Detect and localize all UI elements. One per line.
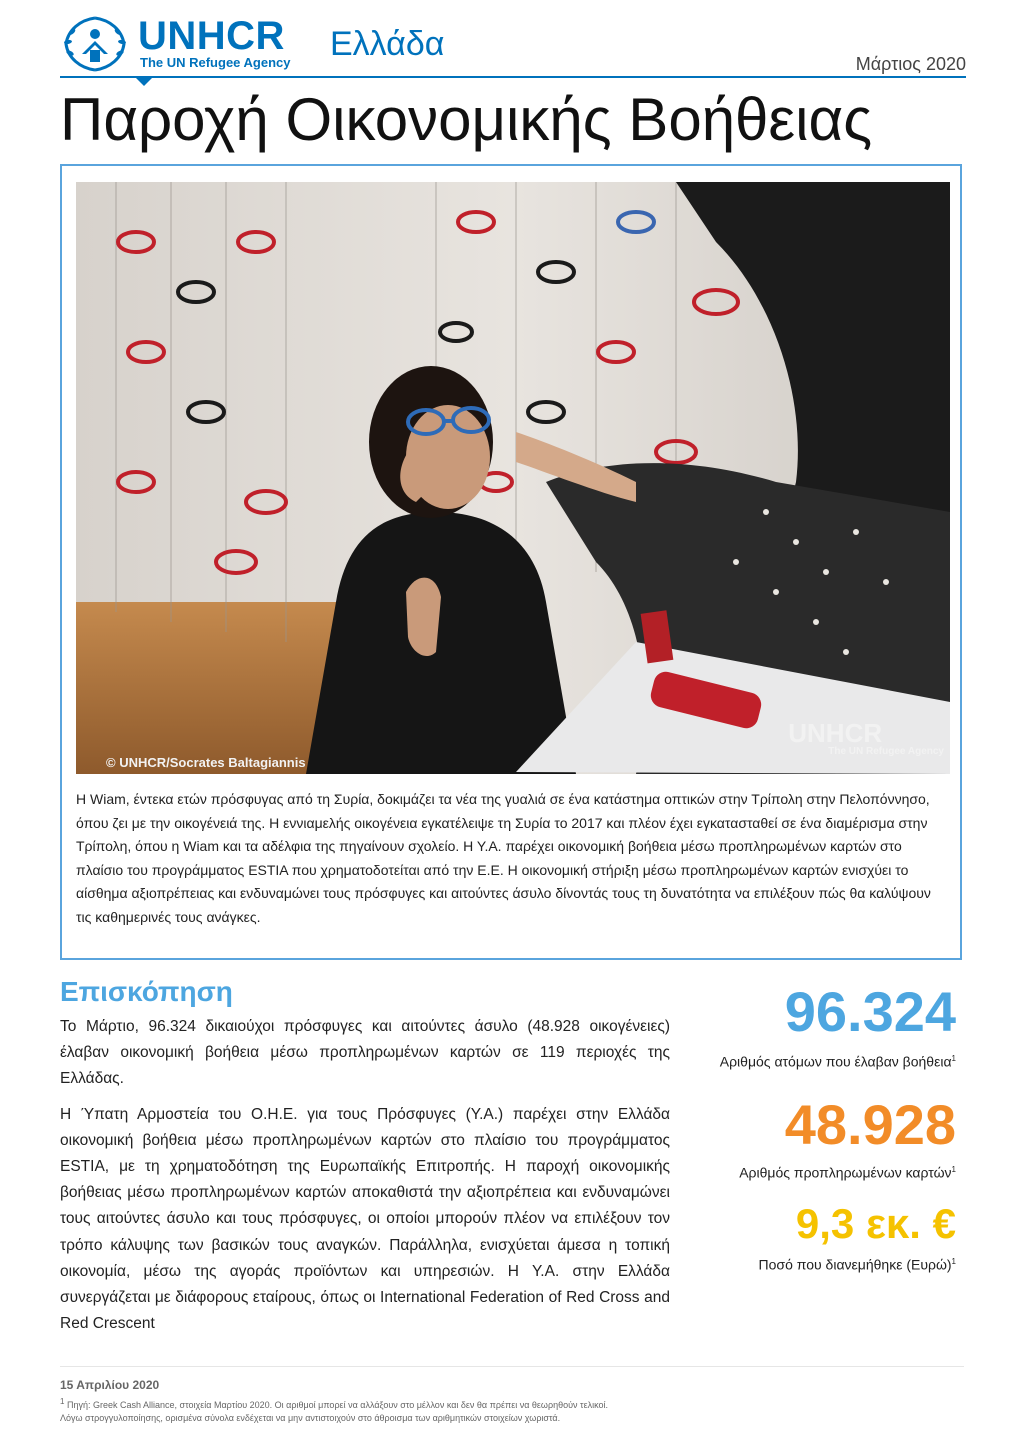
photo-caption: Η Wiam, έντεκα ετών πρόσφυγας από τη Συρία, δοκιμάζει τα νέα της γυαλιά σε ένα κατάστημα οπτικών στην Τρίπολη στην Πελοπόννησο, όπου ζει με την οικογένειά της. Η εννιαμελής οικογένεια εγκατέλειψε τη Συρία το 2017 και πλέον έχει εγκατασταθεί σε ένα διαμέρισμα στην Τρίπολη, όπου η Wiam και τα αδέλφια της πηγαίνουν σχολείο. Η Υ.Α. παρέχει οικονομική βοήθεια μέσω προπληρωμένων καρτών στο πλαίσιο του προγράμματος ESTIA που χρηματοδοτείται από την Ε.Ε. Η οικονομική στήριξη μέσω προπληρωμένων καρτών ενισχύει το αίσθημα αξιοπρέπειας και ενδυναμώνει τους πρόσφυγες και αιτούντες άσυλο δίνοντάς τους τη δυνατότητα να επιλέξουν πώς θα καλύψουν τις καθημερινές τους ανάγκες. <box>76 791 931 925</box>
footer-divider <box>60 1366 964 1367</box>
optician-photo-illustration <box>76 182 950 774</box>
footnote-marker: 1 <box>951 1164 956 1174</box>
overview-heading: Επισκόπηση <box>60 976 233 1007</box>
footer-date: 15 Απριλίου 2020 <box>60 1378 160 1392</box>
photo-watermark-text: UNHCR <box>788 718 883 748</box>
stat-amount-distributed <box>680 1200 956 1274</box>
footnote-marker: 1 <box>60 1397 65 1406</box>
overview-body <box>60 1014 670 1346</box>
stat-label <box>680 1161 956 1182</box>
stat-value: 48.928 <box>784 1092 956 1156</box>
stat-label <box>680 1253 956 1274</box>
footnote <box>60 1395 960 1425</box>
overview-paragraph-1: Το Μάρτιο, 96.324 δικαιούχοι πρόσφυγες και αιτούντες άσυλο (48.928 οικογένειες) έλαβαν οικονομική βοήθεια μέσω προπληρωμένων καρτών σε 119 περιοχές της Ελλάδας. <box>60 1018 670 1088</box>
photo-watermark-sub: The UN Refugee Agency <box>828 746 944 757</box>
footnote-text: Πηγή: Greek Cash Alliance, στοιχεία Μαρτίου 2020. Οι αριθμοί μπορεί να αλλάξουν στο μέλλον και δεν θα πρέπει να θεωρηθούν τελικοί. <box>66 1400 608 1410</box>
unhcr-emblem-icon <box>60 14 130 72</box>
footnote-line-1 <box>60 1395 960 1412</box>
overview-paragraph-2: Η Ύπατη Αρμοστεία του Ο.Η.Ε. για τους Πρόσφυγες (Υ.Α.) παρέχει στην Ελλάδα οικονομική βοήθεια μέσω προπληρωμένων καρτών στο πλαίσιο του προγράμματος ESTIA, με τη χρηματοδότηση της Ευρωπαϊκής Επιτροπής. Η παροχή οικονομικής βοήθειας μέσω προπληρωμένων καρτών αποκαθιστά την αξιοπρέπεια και ενδυναμώνει τους αιτούντες άσυλο και τους πρόσφυγες, οι οποίοι μπορούν πλέον να επιλέξουν τον τρόπο κάλυψης των βασικών τους αναγκών. Παράλληλα, ενισχύεται άμεσα η τοπική οικονομία, μέσω της αγοράς προϊόντων και υπηρεσιών. Η Υ.Α. στην Ελλάδα συνεργάζεται με διάφορους εταίρους, όπως οι International Federation of Red Cross and Red Crescent <box>60 1105 670 1333</box>
stat-label-text: Ποσό που διανεμήθηκε (Ευρώ) <box>758 1256 952 1273</box>
logo-subtitle: The UN Refugee Agency <box>140 55 291 70</box>
photo-watermark <box>788 720 944 758</box>
photo-panel <box>60 164 962 960</box>
footnote-marker: 1 <box>951 1054 956 1063</box>
stat-value: 96.324 <box>784 980 956 1043</box>
page-header <box>60 12 966 92</box>
stat-label <box>680 1050 956 1071</box>
key-figures <box>680 980 956 1274</box>
stat-people-assisted <box>680 980 956 1071</box>
footnote-marker: 1 <box>951 1257 956 1267</box>
unhcr-logo <box>60 12 320 74</box>
report-date: Μάρτιος 2020 <box>855 54 966 74</box>
photo-credit: © UNHCR/Socrates Baltagiannis <box>106 755 306 770</box>
stat-value: 9,3 εκ. € <box>795 1200 956 1248</box>
featured-photo <box>76 182 950 774</box>
stat-prepaid-cards <box>680 1092 956 1182</box>
stat-label-text: Αριθμός ατόμων που έλαβαν βοήθεια <box>719 1053 952 1070</box>
footnote-line-2: Λόγω στρογγυλοποίησης, ορισμένα σύνολα ενδέχεται να μην αντιστοιχούν στο άθροισμα των αριθμητικών στοιχείων χωριστά. <box>60 1413 561 1423</box>
logo-wordmark: UNHCR <box>138 14 285 58</box>
stat-label-text: Αριθμός προπληρωμένων καρτών <box>739 1164 952 1181</box>
page-title: Παροχή Οικονομικής Βοήθειας <box>60 86 873 153</box>
country-name: Ελλάδα <box>330 25 445 63</box>
header-divider <box>60 76 966 78</box>
